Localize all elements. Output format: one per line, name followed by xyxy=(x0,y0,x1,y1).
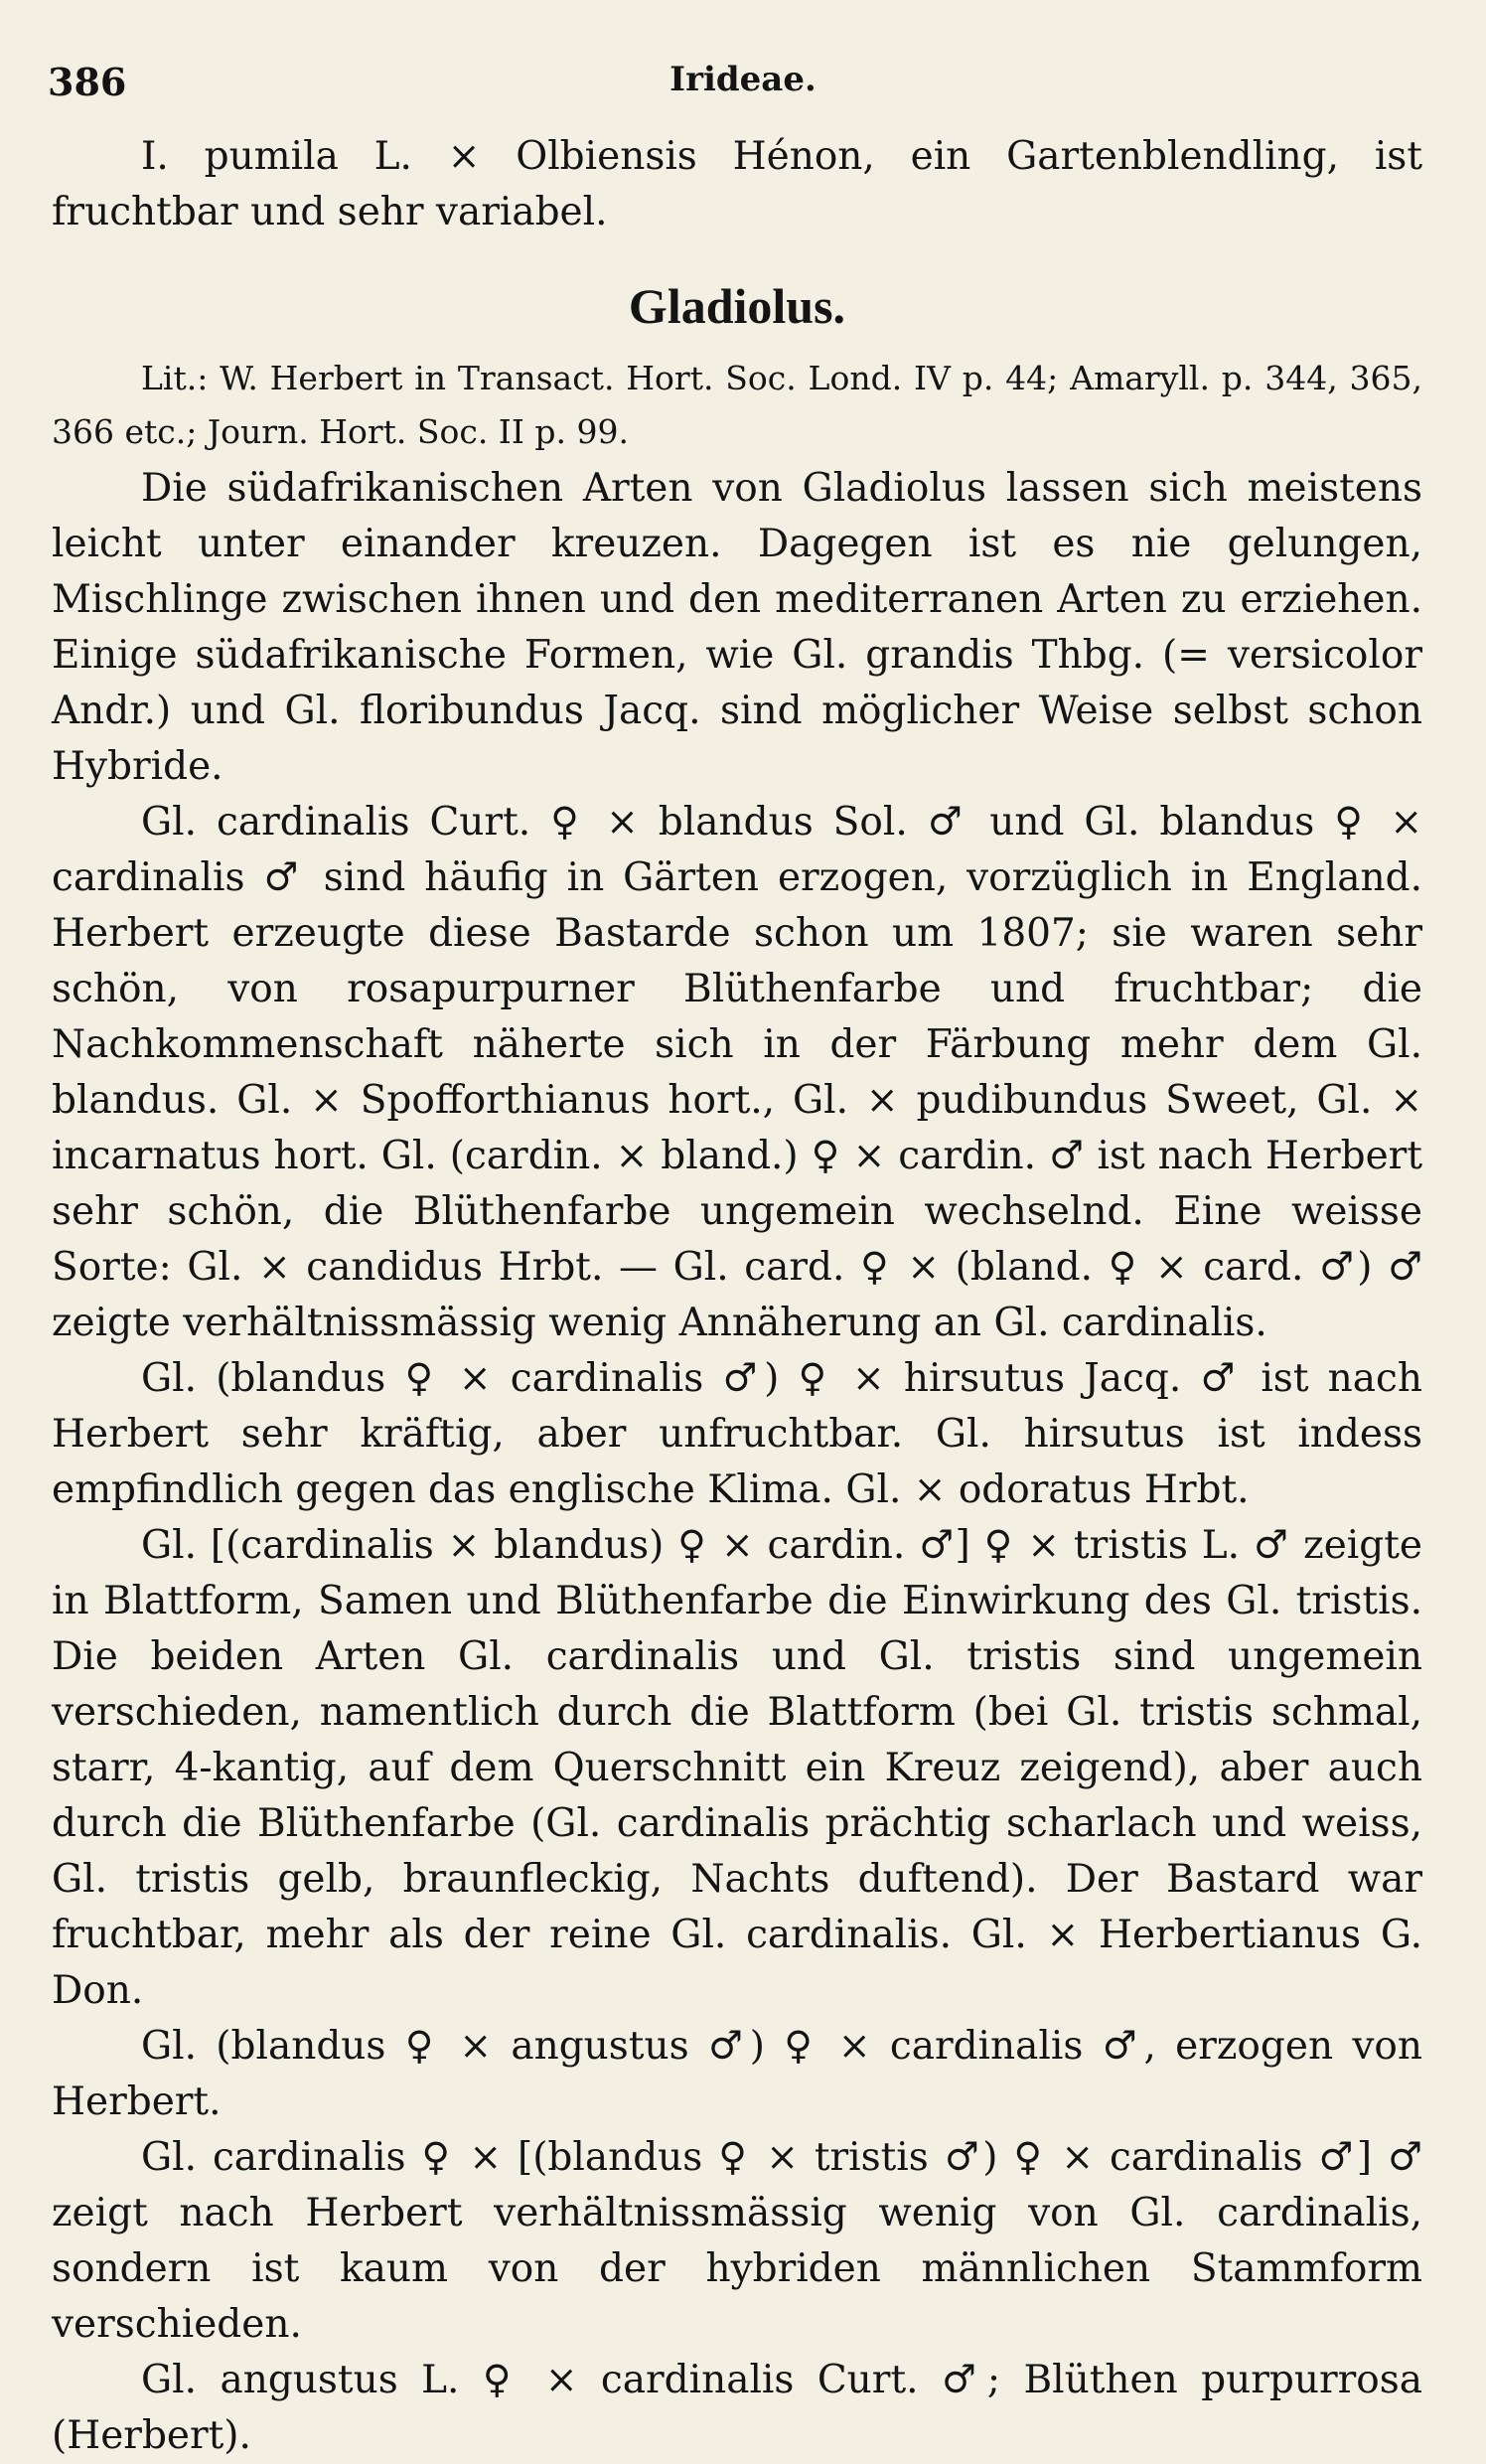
literature-reference: Lit.: W. Herbert in Transact. Hort. Soc. Lond. IV p. 44; Amaryll. p. 344, 365, 366 etc.; Journ. Hort. Soc. II p. 99. xyxy=(52,359,1422,451)
paragraph-5: Gl. (blandus ♀ × angustus ♂) ♀ × cardinalis ♂, erzogen von Herbert. xyxy=(52,2024,1422,2124)
paragraph-7: Gl. angustus L. ♀ × cardinalis Curt. ♂; Blüthen purpurrosa (Herbert). xyxy=(52,2358,1422,2458)
paragraph-1: Die südafrikanischen Arten von Gladiolus lassen sich meistens leicht unter einander kreuzen. Dagegen ist es nie gelungen, Mischlinge zwischen ihnen und den mediterranen Arten zu erziehen. Einige südafrikanische Formen, wie Gl. grandis Thbg. (= versicolor Andr.) und Gl. floribundus Jacq. sind möglicher Weise selbst schon Hybride. xyxy=(52,466,1422,789)
page-number: 386 xyxy=(48,60,127,104)
section-title: Gladiolus. xyxy=(628,278,846,334)
page-body xyxy=(52,129,1422,2464)
page-header xyxy=(48,60,1438,119)
paragraph-6: Gl. cardinalis ♀ × [(blandus ♀ × tristis ♂) ♀ × cardinalis ♂] ♂ zeigt nach Herbert verhältnissmässig wenig von Gl. cardinalis, sondern ist kaum von der hybriden männlichen Stammform verschieden. xyxy=(52,2135,1422,2347)
running-head: Irideae. xyxy=(669,60,817,99)
paragraph-2: Gl. cardinalis Curt. ♀ × blandus Sol. ♂ und Gl. blandus ♀ × cardinalis ♂ sind häufig in Gärten erzogen, vorzüglich in England. Herbert erzeugte diese Bastarde schon um 1807; sie waren sehr schön, von rosapurpurner Blüthenfarbe und fruchtbar; die Nachkommenschaft näherte sich in der Färbung mehr dem Gl. blandus. Gl. × Spofforthianus hort., Gl. × pudibundus Sweet, Gl. × incarnatus hort. Gl. (cardin. × bland.) ♀ × cardin. ♂ ist nach Herbert sehr schön, die Blüthenfarbe ungemein wechselnd. Eine weisse Sorte: Gl. × candidus Hrbt. — Gl. card. ♀ × (bland. ♀ × card. ♂) ♂ zeigte verhältnissmässig wenig Annäherung an Gl. cardinalis. xyxy=(52,800,1422,1345)
intro-paragraph: I. pumila L. × Olbiensis Hénon, ein Gartenblendling, ist fruchtbar und sehr variabel. xyxy=(52,134,1422,234)
paragraph-4: Gl. [(cardinalis × blandus) ♀ × cardin. ♂] ♀ × tristis L. ♂ zeigte in Blattform, Samen und Blüthenfarbe die Einwirkung des Gl. tristis. Die beiden Arten Gl. cardinalis und Gl. tristis sind ungemein verschieden, namentlich durch die Blattform (bei Gl. tristis schmal, starr, 4-kantig, auf dem Querschnitt ein Kreuz zeigend), aber auch durch die Blüthenfarbe (Gl. cardinalis prächtig scharlach und weiss, Gl. tristis gelb, braunfleckig, Nachts duftend). Der Bastard war fruchtbar, mehr als der reine Gl. cardinalis. Gl. × Herbertianus G. Don. xyxy=(52,1523,1422,2013)
paragraph-3: Gl. (blandus ♀ × cardinalis ♂) ♀ × hirsutus Jacq. ♂ ist nach Herbert sehr kräftig, aber unfruchtbar. Gl. hirsutus ist indess empfindlich gegen das englische Klima. Gl. × odoratus Hrbt. xyxy=(52,1356,1422,1512)
